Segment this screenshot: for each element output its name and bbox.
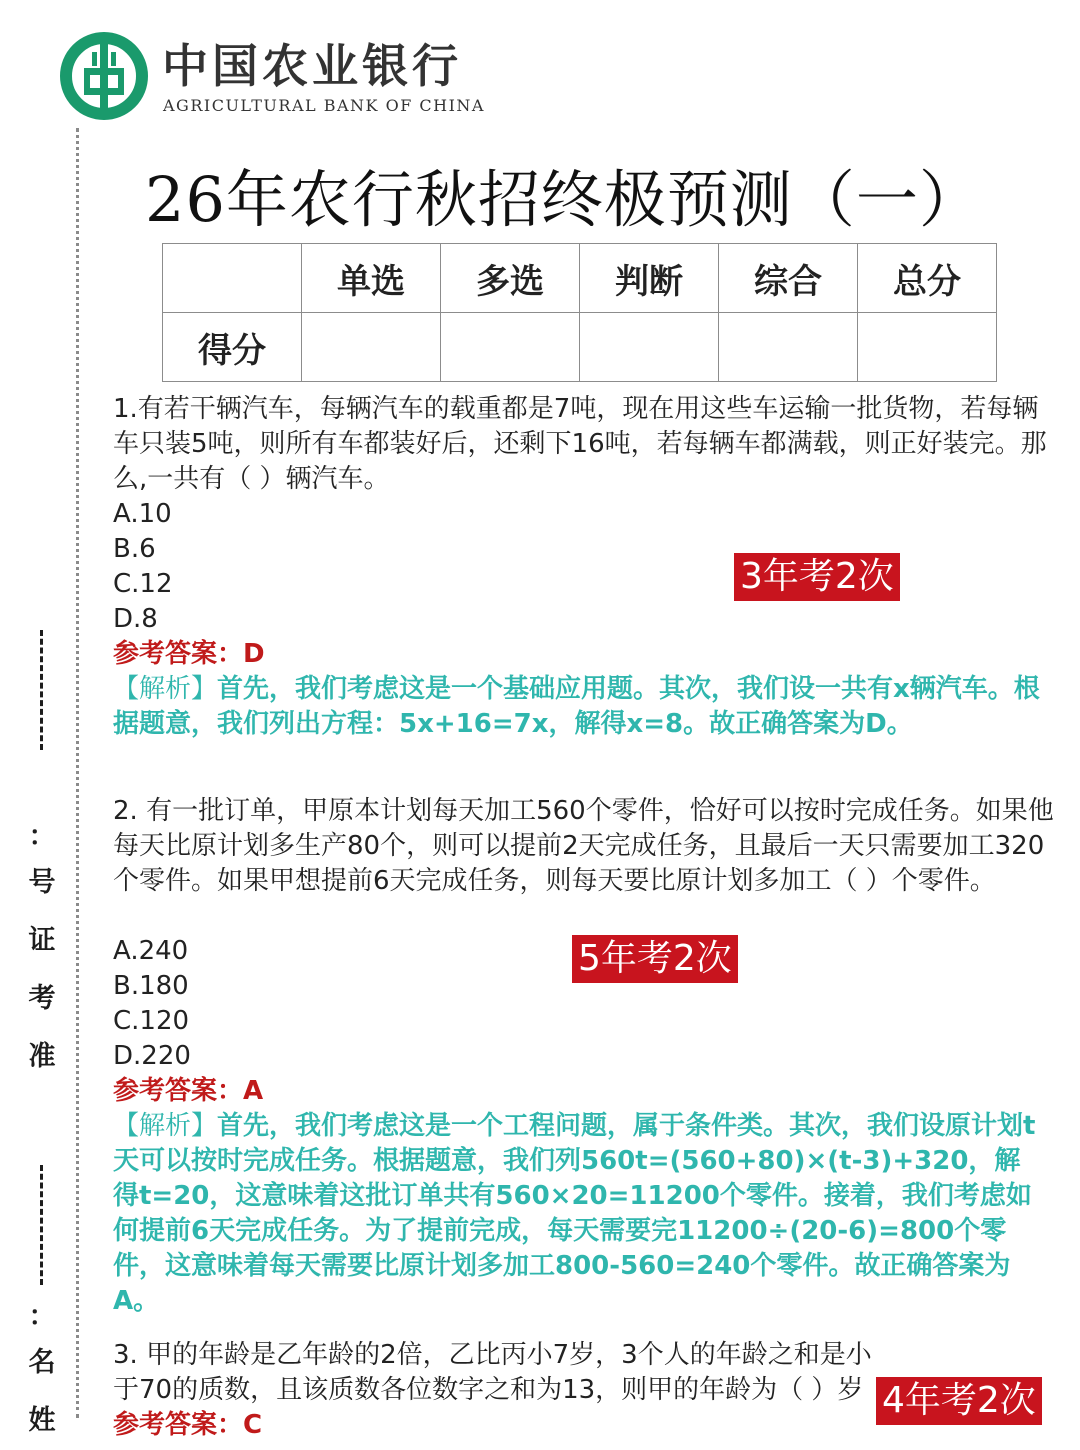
score-cell[interactable] [719, 313, 858, 382]
exam-id-colon: ： [28, 821, 56, 852]
exam-id-char-1: 准 [28, 1041, 56, 1072]
question-3-answer: 参考答案：C [113, 1410, 263, 1440]
name-colon: ： [28, 1301, 56, 1332]
question-1-explanation [113, 672, 1043, 742]
question-1-option-d: D.8 [113, 604, 158, 634]
score-cell[interactable] [580, 313, 719, 382]
score-header-empty [163, 244, 302, 313]
exam-id-blank-line [40, 630, 43, 750]
score-table-score-row [163, 313, 997, 382]
score-table [162, 243, 997, 382]
question-1-option-a: A.10 [113, 499, 172, 529]
explanation-text: 首先，我们考虑这是一个基础应用题。其次，我们设一共有x辆汽车。根据题意，我们列出方程：5x+16=7x，解得x=8。故正确答案为D。 [113, 674, 1040, 739]
score-cell[interactable] [302, 313, 441, 382]
page-title: 26年农行秋招终极预测（一） [145, 163, 982, 236]
question-1-answer: 参考答案：D [113, 639, 265, 669]
question-2-option-a: A.240 [113, 936, 189, 966]
explanation-text: 首先，我们考虑这是一个工程问题，属于条件类。其次，我们设原计划t天可以按时完成任务。根据题意，我们列560t=(560+80)×(t-3)+320，解得t=20，这意味着这批订单共有560×20=11200个零件。接着，我们考虑如何提前6天完成任务。为了提前完成，每天需要完11200÷(20-6)=800个零件，这意味着每天需要比原计划多加工800-560=240个零件。故正确答案为A。 [113, 1111, 1036, 1316]
question-1-text: 1.有若干辆汽车，每辆汽车的载重都是7吨，现在用这些车运输一批货物，若每辆车只装5吨，则所有车都装好后，还剩下16吨，若每辆车都满载，则正好装完。那么,一共有（ ）辆汽车。 [113, 394, 1047, 494]
exam-id-char-4: 号 [28, 867, 56, 898]
question-1-option-b: B.6 [113, 534, 156, 564]
name-char-1: 姓 [28, 1405, 56, 1436]
question-3-text: 3. 甲的年龄是乙年龄的2倍，乙比丙小7岁，3个人的年龄之和是小于70的质数，且该质数各位数字之和为13，则甲的年龄为（ ）岁 [113, 1340, 872, 1405]
bank-name-cn: 中国农业银行 [162, 39, 462, 93]
exam-id-label [20, 820, 64, 1086]
frequency-badge: 3年考2次 [734, 553, 900, 601]
score-header-judge: 判断 [580, 244, 719, 313]
exam-id-char-3: 证 [28, 925, 56, 956]
score-header-single: 单选 [302, 244, 441, 313]
frequency-badge: 5年考2次 [572, 935, 738, 983]
name-char-2: 名 [28, 1347, 56, 1378]
name-blank-line [40, 1165, 43, 1285]
explanation-tag: 【解析】 [113, 1111, 218, 1141]
exam-id-char-2: 考 [28, 983, 56, 1014]
score-header-total: 总分 [858, 244, 997, 313]
score-cell[interactable] [858, 313, 997, 382]
question-2-option-b: B.180 [113, 971, 189, 1001]
score-cell[interactable] [441, 313, 580, 382]
question-1-option-c: C.12 [113, 569, 173, 599]
score-header-comprehensive: 综合 [719, 244, 858, 313]
explanation-tag: 【解析】 [113, 674, 218, 704]
question-2-text: 2. 有一批订单，甲原本计划每天加工560个零件，恰好可以按时完成任务。如果他每天比原计划多生产80个，则可以提前2天完成任务，且最后一天只需要加工320个零件。如果甲想提前6天完成任务，则每天要比原计划多加工（ ）个零件。 [113, 796, 1054, 896]
score-table-header-row [163, 244, 997, 313]
question-2-option-c: C.120 [113, 1006, 190, 1036]
binding-dotted-line [76, 128, 79, 1418]
name-label [20, 1300, 64, 1450]
question-2-answer: 参考答案：A [113, 1076, 264, 1106]
score-row-label: 得分 [163, 313, 302, 382]
score-header-multi: 多选 [441, 244, 580, 313]
frequency-badge: 4年考2次 [876, 1377, 1042, 1425]
question-2-explanation [113, 1109, 1043, 1319]
abc-logo-icon [60, 32, 148, 120]
bank-name-en: AGRICULTURAL BANK OF CHINA [163, 96, 485, 115]
question-2-option-d: D.220 [113, 1041, 191, 1071]
